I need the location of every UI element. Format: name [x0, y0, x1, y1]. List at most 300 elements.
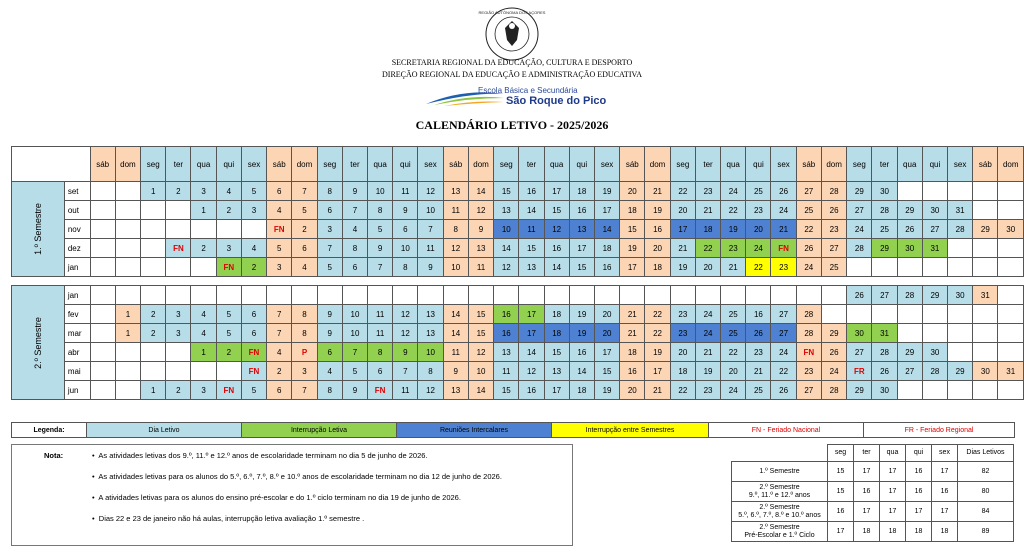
stats-row [732, 502, 1014, 522]
stats-row [732, 482, 1014, 502]
day-cell: 13 [468, 239, 493, 258]
day-cell: 9 [317, 324, 342, 343]
stats-value: 18 [906, 522, 932, 542]
day-cell: 23 [695, 381, 720, 400]
day-cell: 12 [418, 182, 443, 201]
day-cell: 27 [897, 362, 922, 381]
day-cell [948, 305, 973, 324]
day-cell: 28 [847, 239, 872, 258]
day-cell: 13 [569, 220, 594, 239]
day-cell [166, 362, 191, 381]
day-cell: 4 [216, 182, 241, 201]
month-row [12, 220, 1024, 239]
note-item: • A atividades letivas para os alunos do ensino pré-escolar e do 1.º ciclo terminam no dia 19 de junho de 2026. [92, 493, 461, 502]
day-cell: 11 [393, 182, 418, 201]
stats-value: 17 [932, 462, 958, 482]
day-cell: 14 [544, 258, 569, 277]
day-cell: 17 [594, 201, 619, 220]
month-row [12, 239, 1024, 258]
day-cell: 22 [721, 343, 746, 362]
month-name: out [64, 201, 90, 220]
stats-value: 18 [854, 522, 880, 542]
day-cell: 10 [368, 182, 393, 201]
day-cell: 16 [645, 220, 670, 239]
day-header-qui: qui [922, 147, 947, 182]
stats-row-label [732, 522, 828, 542]
day-cell: 12 [468, 343, 493, 362]
day-cell [922, 258, 947, 277]
semester-label-text: 2.º Semestre [32, 316, 43, 369]
day-cell: 28 [922, 362, 947, 381]
day-cell [90, 362, 115, 381]
day-cell: 1 [191, 201, 216, 220]
day-cell [998, 239, 1024, 258]
day-cell [342, 286, 367, 305]
day-cell: 7 [317, 239, 342, 258]
semester-label [12, 182, 65, 277]
day-cell: 3 [267, 258, 292, 277]
day-cell: 30 [973, 362, 998, 381]
day-cell: 8 [317, 182, 342, 201]
day-cell: 18 [645, 258, 670, 277]
day-cell [948, 258, 973, 277]
day-cell [922, 324, 947, 343]
day-cell [166, 343, 191, 362]
day-cell: 6 [342, 258, 367, 277]
day-cell: 18 [569, 381, 594, 400]
day-cell [115, 286, 140, 305]
stats-row-label [732, 462, 828, 482]
day-header-seg: seg [141, 147, 166, 182]
day-header-qua: qua [897, 147, 922, 182]
day-cell: 18 [569, 182, 594, 201]
day-cell [141, 286, 166, 305]
month-name: mar [64, 324, 90, 343]
day-cell: 24 [796, 258, 821, 277]
day-cell: 12 [443, 239, 468, 258]
day-cell: FN [368, 381, 393, 400]
day-cell: 15 [519, 239, 544, 258]
day-cell: 16 [544, 239, 569, 258]
legend [11, 422, 1015, 438]
day-cell: 24 [721, 381, 746, 400]
legend-label: Legenda: [12, 423, 87, 438]
day-cell: 9 [468, 220, 493, 239]
day-cell [948, 343, 973, 362]
day-cell: 4 [292, 258, 317, 277]
day-cell [292, 286, 317, 305]
day-cell: 22 [670, 381, 695, 400]
stats-value: 16 [932, 482, 958, 502]
day-cell [973, 258, 998, 277]
stats-header: Dias Letivos [958, 445, 1014, 462]
note-text: As atividades letivas para os alunos do 5.º, 6.º, 7.º, 8.º e 10.º anos de escolaridade terminam no dia 12 de junho de 2026. [98, 472, 502, 481]
day-cell: 19 [645, 343, 670, 362]
stats-row-title: 2.º Semestre [759, 503, 800, 511]
day-cell [872, 258, 897, 277]
day-cell: 2 [166, 381, 191, 400]
day-cell: 26 [771, 182, 796, 201]
day-cell: 14 [594, 220, 619, 239]
day-cell [973, 305, 998, 324]
day-cell: 12 [393, 305, 418, 324]
stats-row-title: 1.º Semestre [759, 467, 800, 475]
day-cell: 29 [973, 220, 998, 239]
day-cell: 8 [443, 220, 468, 239]
day-cell: 9 [393, 343, 418, 362]
stats-header: sex [932, 445, 958, 462]
day-cell: 18 [544, 305, 569, 324]
day-cell: 8 [368, 343, 393, 362]
day-cell [695, 286, 720, 305]
note-item: • As atividades letivas dos 9.º, 11.º e 12.º anos de escolaridade terminam no dia 5 de junho de 2026. [92, 451, 428, 460]
day-cell: 20 [620, 182, 645, 201]
day-cell: 21 [620, 305, 645, 324]
day-cell: 15 [494, 182, 519, 201]
day-cell [544, 286, 569, 305]
stats-value: 15 [828, 462, 854, 482]
day-cell: 11 [368, 305, 393, 324]
regional-crest-icon [478, 6, 546, 62]
day-cell: 25 [796, 201, 821, 220]
day-cell [948, 182, 973, 201]
day-cell: 28 [796, 324, 821, 343]
legend-interrupcao-letiva: Interrupção Letiva [242, 423, 397, 438]
day-cell: 27 [847, 343, 872, 362]
day-cell: 23 [746, 343, 771, 362]
day-cell [872, 305, 897, 324]
stats-value: 17 [828, 522, 854, 542]
day-cell: 14 [468, 381, 493, 400]
day-cell [141, 343, 166, 362]
page-title: CALENDÁRIO LETIVO - 2025/2026 [415, 118, 609, 132]
day-cell: 6 [368, 362, 393, 381]
day-cell [948, 324, 973, 343]
day-cell [115, 258, 140, 277]
day-header-dom: dom [468, 147, 493, 182]
day-header-sáb: sáb [973, 147, 998, 182]
day-cell [141, 258, 166, 277]
day-cell: 26 [771, 381, 796, 400]
day-cell: 30 [847, 324, 872, 343]
day-cell: 11 [443, 343, 468, 362]
day-cell: 15 [544, 201, 569, 220]
day-cell: 7 [368, 258, 393, 277]
day-cell: 8 [342, 239, 367, 258]
day-cell [821, 305, 846, 324]
day-cell: 26 [796, 239, 821, 258]
day-cell: 3 [216, 239, 241, 258]
day-cell [922, 182, 947, 201]
day-cell: 20 [594, 305, 619, 324]
day-cell: 8 [292, 305, 317, 324]
day-cell: 5 [267, 239, 292, 258]
day-cell: 3 [166, 324, 191, 343]
day-cell [922, 381, 947, 400]
day-cell: 1 [141, 182, 166, 201]
stats-row-subtitle: 5.º, 6.º, 7.º, 8.º e 10.º anos [738, 511, 821, 519]
day-cell: 27 [771, 305, 796, 324]
day-cell: 11 [494, 362, 519, 381]
day-cell: 31 [998, 362, 1024, 381]
day-cell [393, 286, 418, 305]
note-text: Dias 22 e 23 de janeiro não há aulas, interrupção letiva avaliação 1.º semestre . [98, 514, 365, 523]
secretariat-line: SECRETARIA REGIONAL DA EDUCAÇÃO, CULTURA E DESPORTO [391, 58, 633, 67]
day-header-ter: ter [342, 147, 367, 182]
day-cell: 10 [342, 305, 367, 324]
day-cell: 9 [393, 201, 418, 220]
day-cell [998, 343, 1024, 362]
day-cell: 14 [468, 182, 493, 201]
day-cell: 14 [494, 239, 519, 258]
day-cell: 8 [292, 324, 317, 343]
day-cell: 19 [645, 201, 670, 220]
day-header-dom: dom [292, 147, 317, 182]
day-cell: 30 [922, 201, 947, 220]
stats-value: 17 [906, 502, 932, 522]
month-name: abr [64, 343, 90, 362]
day-cell: 27 [847, 201, 872, 220]
day-cell: 1 [141, 381, 166, 400]
day-cell: 8 [418, 362, 443, 381]
day-cell: 29 [897, 201, 922, 220]
day-cell: 4 [241, 239, 266, 258]
day-cell: 2 [216, 343, 241, 362]
day-cell: 20 [695, 258, 720, 277]
day-header-ter: ter [872, 147, 897, 182]
day-cell: 24 [771, 201, 796, 220]
day-cell: 6 [267, 381, 292, 400]
day-cell: 19 [695, 362, 720, 381]
day-header-ter: ter [519, 147, 544, 182]
school-name-line2: São Roque do Pico [506, 95, 607, 107]
day-cell: 19 [721, 220, 746, 239]
day-header-sáb: sáb [90, 147, 115, 182]
day-cell: 7 [292, 182, 317, 201]
day-cell [973, 201, 998, 220]
day-cell [90, 239, 115, 258]
stats-value: 16 [906, 482, 932, 502]
day-header-seg: seg [317, 147, 342, 182]
day-cell: 12 [468, 201, 493, 220]
day-cell [368, 286, 393, 305]
note-text: As atividades letivas dos 9.º, 11.º e 12.º anos de escolaridade terminam no dia 5 de junho de 2026. [98, 451, 428, 460]
day-cell: 29 [847, 182, 872, 201]
day-cell: 20 [721, 362, 746, 381]
day-cell [317, 286, 342, 305]
day-cell: 31 [948, 201, 973, 220]
day-cell: 25 [721, 324, 746, 343]
day-cell: 1 [115, 305, 140, 324]
day-cell: 2 [216, 201, 241, 220]
day-cell: 4 [191, 324, 216, 343]
stats-row-label [732, 502, 828, 522]
day-cell: 14 [443, 305, 468, 324]
legend-reunioes-intercalares: Reuniões Intercalares [397, 423, 552, 438]
day-cell: 29 [897, 343, 922, 362]
stats-header: seg [828, 445, 854, 462]
month-row [12, 362, 1024, 381]
day-cell: 19 [594, 381, 619, 400]
day-cell: 20 [620, 381, 645, 400]
day-cell [267, 286, 292, 305]
day-cell: 31 [922, 239, 947, 258]
day-cell [90, 324, 115, 343]
day-cell: 28 [872, 343, 897, 362]
day-cell [216, 362, 241, 381]
day-cell: 2 [241, 258, 266, 277]
day-cell: 16 [494, 324, 519, 343]
day-cell: 23 [670, 324, 695, 343]
day-cell: 5 [368, 220, 393, 239]
day-cell: 20 [746, 220, 771, 239]
day-cell: 5 [216, 324, 241, 343]
day-cell: 27 [821, 239, 846, 258]
stats-value: 82 [958, 462, 1014, 482]
day-cell: 25 [746, 381, 771, 400]
day-cell: 14 [443, 324, 468, 343]
day-cell: 6 [393, 220, 418, 239]
day-cell: 4 [317, 362, 342, 381]
day-cell: 22 [645, 305, 670, 324]
day-cell [166, 220, 191, 239]
stats-value: 17 [880, 482, 906, 502]
day-cell [948, 381, 973, 400]
day-cell: 15 [468, 324, 493, 343]
day-cell: 2 [141, 305, 166, 324]
day-cell: 10 [494, 220, 519, 239]
stats-row [732, 462, 1014, 482]
day-cell: 24 [771, 343, 796, 362]
day-cell: 4 [267, 343, 292, 362]
day-cell: 28 [897, 286, 922, 305]
day-cell: 26 [872, 362, 897, 381]
day-cell [847, 258, 872, 277]
day-cell: 24 [821, 362, 846, 381]
day-cell: 25 [721, 305, 746, 324]
day-header-dom: dom [821, 147, 846, 182]
day-cell [721, 286, 746, 305]
day-cell: 30 [998, 220, 1024, 239]
day-cell [115, 182, 140, 201]
day-cell [569, 286, 594, 305]
directorate-line: DIREÇÃO REGIONAL DA EDUCAÇÃO E ADMINISTRAÇÃO EDUCATIVA [382, 70, 642, 79]
day-cell [216, 220, 241, 239]
day-cell [443, 286, 468, 305]
stats-header: ter [854, 445, 880, 462]
day-cell: 14 [519, 343, 544, 362]
day-cell: 6 [317, 343, 342, 362]
day-cell [620, 286, 645, 305]
day-cell: 13 [418, 324, 443, 343]
day-cell: 30 [872, 182, 897, 201]
day-cell: 2 [267, 362, 292, 381]
day-cell: 9 [443, 362, 468, 381]
stats-row-label [732, 482, 828, 502]
day-cell [973, 381, 998, 400]
day-cell [90, 343, 115, 362]
day-cell: 16 [519, 381, 544, 400]
day-cell: 5 [317, 258, 342, 277]
day-header-dom: dom [645, 147, 670, 182]
day-cell: 18 [620, 343, 645, 362]
day-cell [847, 305, 872, 324]
day-cell: 18 [544, 324, 569, 343]
stats-value: 17 [932, 502, 958, 522]
stats-row-title: 2.º Semestre [759, 523, 800, 531]
day-cell: 25 [746, 182, 771, 201]
day-header-seg: seg [670, 147, 695, 182]
day-cell: 24 [847, 220, 872, 239]
day-cell: 30 [897, 239, 922, 258]
day-header-sex: sex [594, 147, 619, 182]
month-row [12, 343, 1024, 362]
day-cell [897, 324, 922, 343]
day-cell: 13 [443, 182, 468, 201]
day-cell: 22 [796, 220, 821, 239]
day-cell: FN [216, 258, 241, 277]
day-cell [670, 286, 695, 305]
day-cell [771, 286, 796, 305]
day-cell: 27 [796, 381, 821, 400]
day-cell [973, 324, 998, 343]
day-cell: 5 [216, 305, 241, 324]
day-cell: 21 [695, 201, 720, 220]
notes-label: Nota: [44, 451, 64, 460]
day-cell [90, 305, 115, 324]
day-cell [418, 286, 443, 305]
day-cell: 26 [821, 343, 846, 362]
day-cell: 16 [746, 305, 771, 324]
day-cell: 20 [670, 343, 695, 362]
day-cell: 13 [494, 343, 519, 362]
day-cell: 28 [821, 182, 846, 201]
day-cell [115, 362, 140, 381]
day-cell: 15 [620, 220, 645, 239]
day-cell: 24 [721, 182, 746, 201]
day-cell [90, 258, 115, 277]
day-cell: FN [771, 239, 796, 258]
legend-dia-letivo: Dia Letivo [87, 423, 242, 438]
day-cell: 19 [620, 239, 645, 258]
day-cell: 10 [342, 324, 367, 343]
day-cell: 5 [342, 362, 367, 381]
day-cell: 23 [670, 305, 695, 324]
day-cell [166, 201, 191, 220]
day-cell: 8 [393, 258, 418, 277]
day-cell: 7 [393, 362, 418, 381]
day-cell: 19 [569, 305, 594, 324]
stats-header: qua [880, 445, 906, 462]
day-cell: 6 [292, 239, 317, 258]
day-cell: 25 [821, 258, 846, 277]
day-cell: 13 [443, 381, 468, 400]
stats-value: 84 [958, 502, 1014, 522]
day-header-qua: qua [191, 147, 216, 182]
day-cell: 23 [721, 239, 746, 258]
day-cell: 28 [821, 381, 846, 400]
day-header-dom: dom [115, 147, 140, 182]
day-cell [973, 182, 998, 201]
day-header-sex: sex [771, 147, 796, 182]
day-cell: 3 [292, 362, 317, 381]
month-row [12, 201, 1024, 220]
day-cell [897, 182, 922, 201]
day-cell: 7 [292, 381, 317, 400]
day-cell: 23 [695, 182, 720, 201]
day-cell: 29 [872, 239, 897, 258]
legend-feriado-nacional: FN - Feriado Nacional [709, 423, 864, 438]
